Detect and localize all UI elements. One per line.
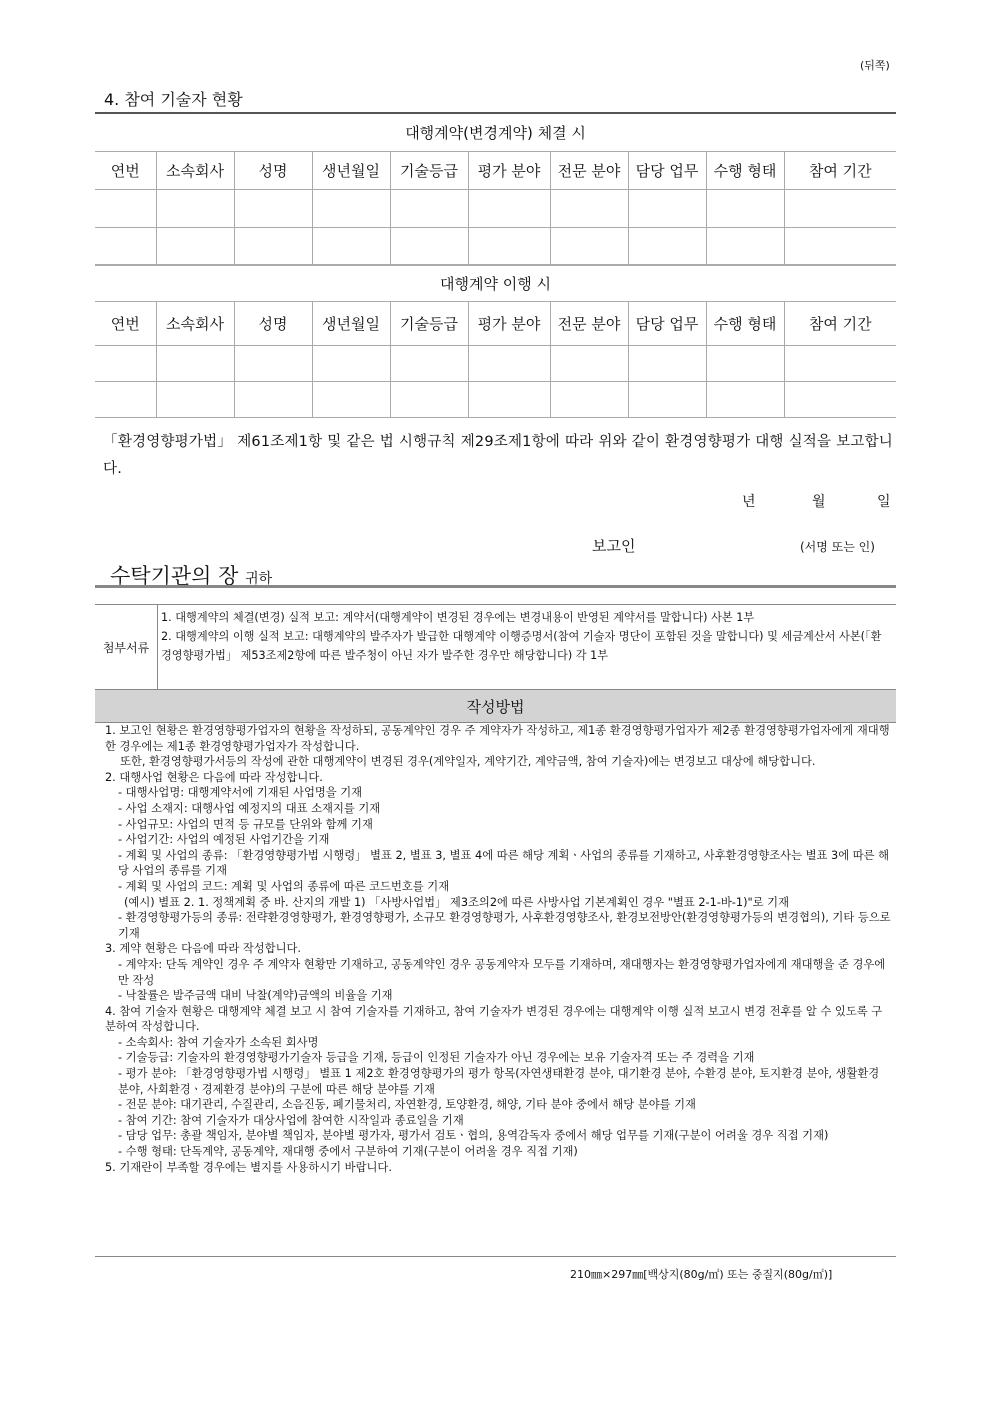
table-cell[interactable]	[706, 382, 784, 418]
method-line: - 참여 기간: 참여 기술자가 대상사업에 참여한 시작일과 종료일을 기재	[118, 1113, 464, 1127]
col-header: 생년월일	[312, 302, 390, 346]
col-header: 소속회사	[156, 302, 234, 346]
col-header: 담당 업무	[628, 302, 706, 346]
col-header: 연번	[95, 302, 156, 346]
table-cell[interactable]	[468, 382, 550, 418]
table-cell[interactable]	[550, 189, 628, 227]
col-header: 생년월일	[312, 151, 390, 189]
method-line: 4. 참여 기술자 현황은 대행계약 체결 보고 시 참여 기술자를 기재하고, 참여 기술자가 변경된 경우에는 대행계약 이행 실적 보고시 변경 전후를 알 수 있도록 구분하여 작성합니다.	[105, 1004, 883, 1034]
table-cell[interactable]	[156, 227, 234, 265]
method-line: 3. 계약 현황은 다음에 따라 작성합니다.	[105, 942, 302, 956]
table-cell[interactable]	[784, 227, 896, 265]
report-statement: 「환경영향평가법」 제61조제1항 및 같은 법 시행규칙 제29조제1항에 따라 위와 같이 환경영향평가 대행 실적을 보고합니다.	[103, 434, 893, 477]
method-line: - 기술등급: 기술자의 환경영향평가기술자 등급을 기재, 등급이 인정된 기술자가 아닌 경우에는 보유 기술자격 또는 주 경력을 기재	[118, 1051, 755, 1065]
attachment-item: 2. 대행계약의 이행 실적 보고: 대행계약의 발주자가 발급한 대행계약 이행증명서(참여 기술자 명단이 포함된 것을 말합니다) 및 세금계산서 사본(「환경영향평가법」 제53조제2항에 따른 발주청이 아닌 자가 발주한 경우만 해당합니다) 각 1부	[161, 630, 882, 662]
table-cell[interactable]	[468, 227, 550, 265]
page-side-label: (뒤쪽)	[860, 59, 890, 72]
table-cell[interactable]	[550, 346, 628, 382]
table-row	[95, 227, 896, 265]
table-cell[interactable]	[312, 227, 390, 265]
table-cell[interactable]	[390, 346, 468, 382]
footer-divider	[95, 1256, 896, 1257]
method-line: (예시) 별표 2. 1. 정책계획 중 바. 산지의 개발 1) 「사방사업법」 제3조의2에 따른 사방사업 기본계획인 경우 "별표 2-1-바-1)"로 기재	[124, 895, 790, 909]
method-line: - 평가 분야: 「환경영향평가법 시행령」 별표 1 제2호 환경영향평가의 평가 항목(자연생태환경 분야, 대기환경 분야, 수환경 분야, 토지환경 분야, 생활환경 분야, 사회환경ㆍ경제환경 분야)의 구분에 따른 해당 분야를 기재	[118, 1067, 880, 1096]
table-cell[interactable]	[628, 227, 706, 265]
col-header: 참여 기간	[784, 151, 896, 189]
table-cell[interactable]	[550, 382, 628, 418]
date-year-label: 년	[742, 494, 756, 510]
method-line: - 계획 및 사업의 종류: 「환경영향평가법 시행령」 별표 2, 별표 3, 별표 4에 따른 해당 계획ㆍ사업의 종류를 기재하고, 사후환경영향조사는 별표 3에 따른 해당 사업의 종류를 기재	[118, 848, 890, 878]
date-day-label: 일	[877, 494, 891, 510]
table-cell[interactable]	[234, 227, 312, 265]
table-cell[interactable]	[312, 189, 390, 227]
table-cell[interactable]	[95, 382, 156, 418]
method-line: - 수행 형태: 단독계약, 공동계약, 재대행 중에서 구분하여 기재(구분이 어려울 경우 직접 기재)	[118, 1145, 578, 1159]
table-cell[interactable]	[784, 382, 896, 418]
method-line: - 낙찰률은 발주금액 대비 낙찰(계약)금액의 비율을 기재	[118, 989, 393, 1003]
method-line: - 담당 업무: 총괄 책임자, 분야별 책임자, 분야별 평가자, 평가서 검토ㆍ협의, 용역감독자 중에서 해당 업무를 기재(구분이 어려울 경우 직접 기재)	[118, 1129, 829, 1143]
attachment-item: 1. 대행계약의 체결(변경) 실적 보고: 계약서(대행계약이 변경된 경우에는 변경내용이 반영된 계약서를 말합니다) 사본 1부	[161, 611, 755, 624]
table-cell[interactable]	[390, 189, 468, 227]
table-cell[interactable]	[95, 346, 156, 382]
col-header: 담당 업무	[628, 151, 706, 189]
method-line: - 계획 및 사업의 코드: 계획 및 사업의 종류에 따른 코드번호를 기재	[118, 879, 450, 893]
col-header: 참여 기간	[784, 302, 896, 346]
table-cell[interactable]	[550, 227, 628, 265]
table-cell[interactable]	[706, 346, 784, 382]
method-line: 2. 대행사업 현황은 다음에 따라 작성합니다.	[105, 770, 323, 784]
table-header-row	[95, 302, 896, 346]
method-line: - 사업 소재지: 대행사업 예정지의 대표 소재지를 기재	[118, 801, 381, 815]
method-line: - 전문 분야: 대기관리, 수질관리, 소음진동, 폐기물처리, 자연환경, 토양환경, 해양, 기타 분야 중에서 해당 분야를 기재	[118, 1098, 696, 1112]
section-title: 4. 참여 기술자 현황	[104, 90, 243, 109]
attachments-list	[161, 608, 891, 665]
col-header: 성명	[234, 151, 312, 189]
table-header-row	[95, 151, 896, 189]
table-cell[interactable]	[234, 382, 312, 418]
addressee-name: 수탁기관의 장	[110, 564, 239, 588]
table-cell[interactable]	[156, 346, 234, 382]
method-line: - 사업기간: 사업의 예정된 사업기간을 기재	[118, 833, 330, 847]
col-header: 전문 분야	[550, 302, 628, 346]
col-header: 평가 분야	[468, 302, 550, 346]
table-cell[interactable]	[390, 382, 468, 418]
table-cell[interactable]	[312, 346, 390, 382]
col-header: 수행 형태	[706, 151, 784, 189]
table-caption: 대행계약(변경계약) 체결 시	[95, 113, 896, 151]
table-cell[interactable]	[156, 382, 234, 418]
table-row	[95, 382, 896, 418]
method-line: - 사업규모: 사업의 면적 등 규모를 단위와 함께 기재	[118, 817, 373, 831]
table-row	[95, 189, 896, 227]
method-line: 또한, 환경영향평가서등의 작성에 관한 대행계약이 변경된 경우(계약일자, 계약기간, 계약금액, 참여 기술자)에는 변경보고 대상에 해당합니다.	[120, 755, 816, 769]
col-header: 성명	[234, 302, 312, 346]
col-header: 전문 분야	[550, 151, 628, 189]
col-header: 소속회사	[156, 151, 234, 189]
method-line: - 소속회사: 참여 기술자가 소속된 회사명	[118, 1035, 319, 1049]
method-line: - 계약자: 단독 계약인 경우 주 계약자 현황만 기재하고, 공동계약인 경우 공동계약자 모두를 기재하며, 재대행자는 환경영향평가업자에게 재대행을 준 경우에만 작성	[118, 957, 886, 987]
participants-table-contract	[95, 112, 896, 266]
table-cell[interactable]	[156, 189, 234, 227]
col-header: 기술등급	[390, 151, 468, 189]
paper-spec: 210㎜×297㎜[백상지(80g/㎡) 또는 중질지(80g/㎡)]	[570, 1268, 833, 1281]
table-cell[interactable]	[234, 346, 312, 382]
method-line: - 환경영향평가등의 종류: 전략환경영향평가, 환경영향평가, 소규모 환경영향평가, 사후환경영향조사, 환경보전방안(환경영향평가등의 변경협의), 기타 등으로 기재	[118, 911, 891, 940]
table-cell[interactable]	[312, 382, 390, 418]
table-cell[interactable]	[784, 346, 896, 382]
col-header: 수행 형태	[706, 302, 784, 346]
table-cell[interactable]	[628, 189, 706, 227]
table-cell[interactable]	[95, 189, 156, 227]
table-cell[interactable]	[468, 189, 550, 227]
col-header: 평가 분야	[468, 151, 550, 189]
table-cell[interactable]	[390, 227, 468, 265]
reporter-label: 보고인	[592, 537, 636, 555]
table-cell[interactable]	[784, 189, 896, 227]
table-cell[interactable]	[234, 189, 312, 227]
table-cell[interactable]	[95, 227, 156, 265]
addressee-suffix: 귀하	[245, 571, 273, 587]
table-cell[interactable]	[706, 189, 784, 227]
table-cell[interactable]	[468, 346, 550, 382]
signature-hint: (서명 또는 인)	[800, 540, 875, 554]
col-header: 연번	[95, 151, 156, 189]
participants-table-performance	[95, 264, 896, 418]
table-cell[interactable]	[706, 227, 784, 265]
date-month-label: 월	[812, 494, 826, 510]
method-line: - 대행사업명: 대행계약서에 기재된 사업명을 기재	[118, 786, 363, 800]
table-cell[interactable]	[628, 382, 706, 418]
method-line: 5. 기재란이 부족할 경우에는 별지를 사용하시기 바랍니다.	[105, 1160, 392, 1174]
table-row	[95, 346, 896, 382]
table-caption: 대행계약 이행 시	[95, 265, 896, 302]
attachments-box	[95, 604, 896, 690]
method-instructions	[100, 723, 892, 1175]
section-divider	[95, 585, 896, 588]
table-cell[interactable]	[628, 346, 706, 382]
attachments-label: 첨부서류	[95, 605, 158, 689]
method-title: 작성방법	[95, 689, 896, 723]
col-header: 기술등급	[390, 302, 468, 346]
method-line: 1. 보고인 현황은 환경영향평가업자의 현황을 작성하되, 공동계약인 경우 주 계약자가 작성하고, 제1종 환경영향평가업자가 제2종 환경영향평가업자에게 재대행한 경우에는 제1종 환경영향평가업자가 작성합니다.	[105, 724, 890, 753]
